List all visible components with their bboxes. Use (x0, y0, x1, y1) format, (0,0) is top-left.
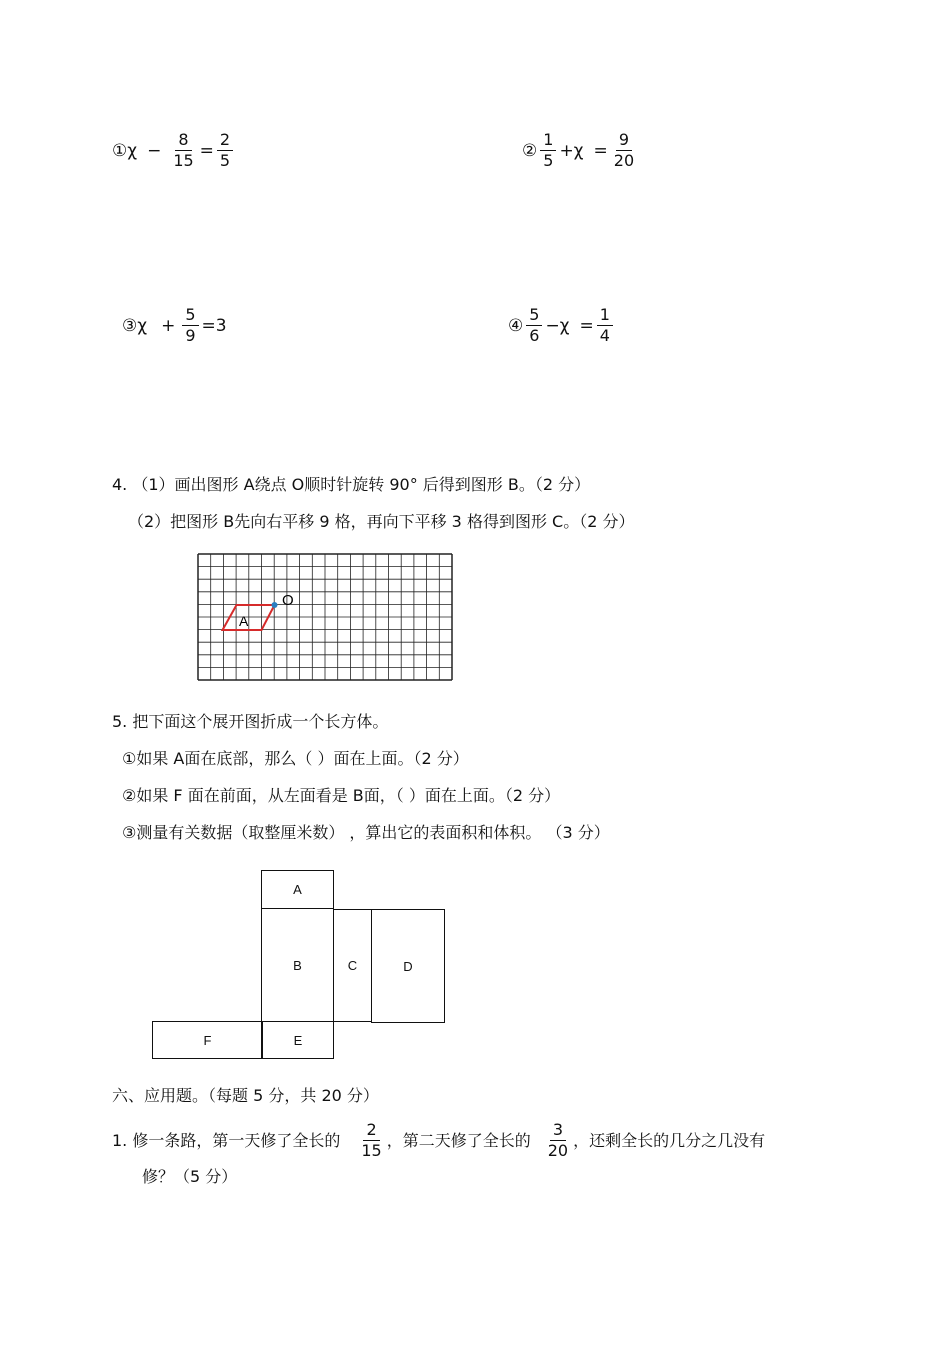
grid-lines (198, 554, 452, 680)
face-d: D (371, 909, 445, 1023)
denominator: 6 (529, 326, 540, 345)
point-o (272, 602, 278, 608)
question-4-part-2: （2）把图形 B先向右平移 9 格，再向下平移 3 格得到图形 C。（2 分） (128, 512, 635, 531)
equals-sign: = (579, 315, 594, 336)
face-f: F (152, 1021, 263, 1059)
numerator: 8 (175, 130, 191, 151)
question-5-sub-2: ②如果 F 面在前面，从左面看是 B面，（ ）面在上面。（2 分） (122, 786, 561, 805)
operator: +χ (559, 140, 584, 161)
numerator: 3 (550, 1120, 566, 1141)
numerator: 1 (540, 130, 556, 151)
equation-3 (122, 305, 227, 346)
operator: − (147, 140, 162, 161)
fraction (597, 305, 613, 346)
numerator: 2 (363, 1120, 379, 1141)
question-4-part-1: 4. （1）画出图形 A绕点 O顺时针旋转 90° 后得到图形 B。（2 分） (112, 475, 591, 494)
denominator: 4 (599, 326, 610, 345)
numerator: 5 (182, 305, 198, 326)
label-a: A (239, 613, 249, 629)
face-e: E (261, 1021, 334, 1059)
label-o: O (282, 592, 294, 609)
numerator: 5 (526, 305, 542, 326)
equals-sign: = (593, 140, 608, 161)
numerator: 9 (616, 130, 632, 151)
equation-2 (522, 130, 640, 171)
fraction (540, 130, 556, 171)
fraction (182, 305, 198, 346)
operator: + (161, 315, 176, 336)
numerator: 2 (217, 130, 233, 151)
fraction (545, 1120, 571, 1161)
equation-label: ③χ (122, 315, 148, 336)
fraction (217, 130, 233, 171)
question-5-sub-3: ③测量有关数据（取整厘米数） ，算出它的表面积和体积。 （3 分） (122, 823, 610, 842)
equation-rest: =3 (201, 315, 227, 336)
denominator: 15 (173, 151, 194, 170)
equation-label: ② (522, 140, 538, 161)
fraction (170, 130, 196, 171)
equation-4 (508, 305, 616, 346)
section-6-title: 六、应用题。（每题 5 分，共 20 分） (112, 1086, 379, 1105)
question-text: 1. 修一条路，第一天修了全长的 (112, 1130, 341, 1150)
question-5-sub-1: ①如果 A面在底部，那么（ ）面在上面。（2 分） (122, 749, 469, 768)
denominator: 9 (185, 326, 196, 345)
denominator: 15 (361, 1141, 382, 1160)
application-question-1 (112, 1120, 765, 1161)
equation-label: ①χ (112, 140, 138, 161)
numerator: 1 (597, 305, 613, 326)
face-a: A (261, 870, 334, 909)
fraction (611, 130, 637, 171)
application-question-1-line-2: 修？（5 分） (142, 1167, 238, 1186)
denominator: 20 (547, 1141, 569, 1160)
grid-figure (196, 552, 456, 684)
fraction (358, 1120, 384, 1161)
denominator: 20 (613, 151, 635, 170)
question-text: ，第二天修了全长的 (386, 1130, 531, 1150)
fraction (526, 305, 542, 346)
denominator: 5 (219, 151, 231, 170)
equation-label: ④ (508, 315, 524, 336)
question-text: ，还剩全长的几分之几没有 (573, 1130, 766, 1150)
operator: −χ (545, 315, 570, 336)
question-5-title: 5. 把下面这个展开图折成一个长方体。 (112, 712, 389, 731)
denominator: 5 (543, 151, 554, 170)
face-c: C (333, 909, 372, 1022)
equation-1 (112, 130, 236, 171)
face-b: B (261, 908, 334, 1022)
equals-sign: = (199, 140, 214, 161)
